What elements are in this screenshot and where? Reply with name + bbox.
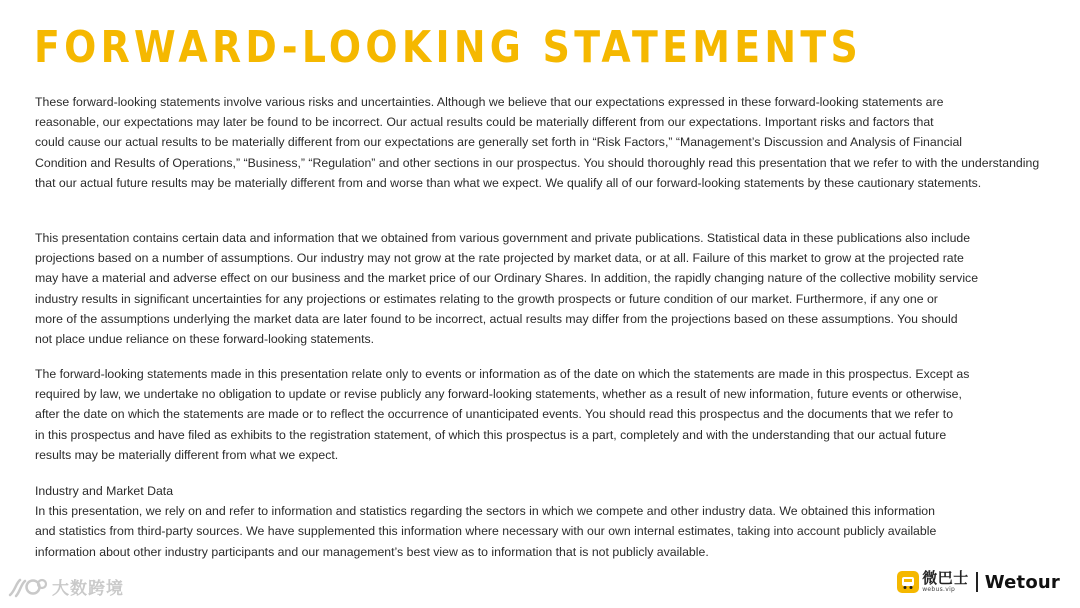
text-line: may have a material and adverse effect on our business and the market price of our Ordinary Shares. In addition, the rapidly changing nature of the collective mobility service [35, 271, 979, 286]
text-line: Condition and Results of Operations,” “Business,” “Regulation” and other sections in our prospectus. You should thoroughly read this presentation that we refer to with the understanding [35, 155, 1040, 170]
slide-title: FORWARD-LOOKING STATEMENTS [34, 22, 863, 73]
text-line: projections based on a number of assumptions. Our industry may not grow at the rate projected by market data, or at all. Failure of this market to grow at the projected rate [35, 251, 964, 266]
text-line: and statistics from third-party sources. We have supplemented this information where necessary with our own internal estimates, taking into account publicly available [35, 524, 937, 539]
text-line: results may be materially different from what we expect. [35, 447, 339, 462]
text-line: These forward-looking statements involve various risks and uncertainties. Although we believe that our expectations expressed in these forward-looking statements are [35, 95, 944, 109]
text-line: The forward-looking statements made in this presentation relate only to events or information as of the date on which the statements are made in this prospectus. Except as [35, 367, 970, 381]
text-line: This presentation contains certain data and information that we obtained from various government and private publications. Statistical data in these publications also include [35, 231, 971, 245]
text-line: reasonable, our expectations may later be found to be incorrect. Our actual results could be materially different from our expectations. Important risks and factors that [35, 115, 934, 130]
text-line: that our actual future results may be materially different from and worse than what we expect. We qualify all of our forward-looking statements by these cautionary statements. [35, 175, 982, 190]
paragraph-no-obligation [35, 364, 1045, 465]
text-line: In this presentation, we rely on and refer to information and statistics regarding the sectors in which we compete and other industry data. We obtained this information [35, 504, 935, 519]
brand-english-name: Wetour [984, 571, 1060, 593]
wechat-channel-icon [6, 575, 48, 599]
paragraph-industry-data [35, 481, 1045, 562]
paragraph-risks [35, 92, 1045, 193]
text-line: industry results in significant uncertainties for any projections or estimates relating to the growth prospects or future condition of our market. Furthermore, if any one or [35, 291, 938, 306]
watermark-text: 大数跨境 [52, 579, 124, 599]
paragraph-market-data [35, 228, 1045, 349]
text-line: not place undue reliance on these forward-looking statements. [35, 332, 375, 347]
text-line: after the date on which the statements are made or to reflect the occurrence of unanticipated events. You should read this prospectus and the documents that we refer to [35, 407, 954, 422]
text-line: information about other industry participants and our management’s best view as to information that is not publicly available. [35, 544, 709, 559]
watermark [6, 574, 124, 599]
bus-icon [897, 571, 919, 593]
text-line: could cause our actual results to be materially different from our expectations are generally set forth in “Risk Factors,” “Management’s Discussion and Analysis of Financial [35, 135, 963, 150]
brand-logo [897, 567, 1060, 597]
text-line: more of the assumptions underlying the market data are later found to be incorrect, actual results may differ from the projections based on these assumptions. You should [35, 311, 958, 326]
brand-chinese [922, 571, 969, 593]
text-line: required by law, we undertake no obligation to update or revise publicly any forward-looking statements, whether as a result of new information, future events or otherwise, [35, 387, 962, 402]
section-heading: Industry and Market Data [35, 484, 174, 498]
text-line: in this prospectus and have filed as exhibits to the registration statement, of which this prospectus is a part, completely and with the understanding that our actual future [35, 427, 947, 442]
brand-chinese-name: 微巴士 [922, 569, 969, 587]
brand-url: webus.vip [922, 586, 956, 593]
brand-divider [976, 572, 978, 592]
